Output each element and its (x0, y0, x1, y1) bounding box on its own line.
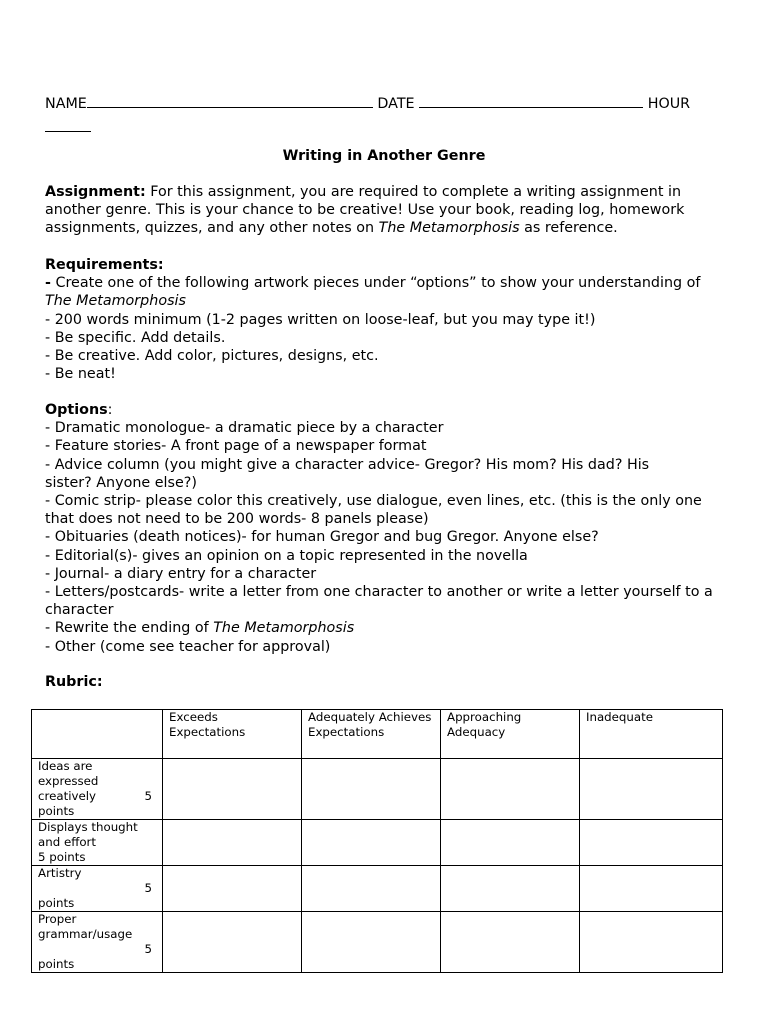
criterion-text: Ideas are expressed creatively (38, 759, 99, 803)
rubric-row (32, 759, 723, 820)
option-item: - Journal- a diary entry for a character (45, 565, 317, 582)
page-title: Writing in Another Genre (282, 148, 486, 164)
rubric-criterion-cell (32, 820, 163, 866)
criterion-text: Artistry (38, 866, 82, 880)
option-item: - Other (come see teacher for approval) (45, 638, 331, 655)
rubric-column-header: Adequately Achieves Expectations (302, 710, 441, 759)
rubric-score-cell[interactable] (441, 820, 580, 866)
requirements-section (45, 256, 725, 383)
options-section (45, 401, 725, 656)
rubric-score-cell[interactable] (163, 912, 302, 973)
rubric-score-cell[interactable] (441, 866, 580, 912)
option-item: - Obituaries (death notices)- for human Gregor and bug Gregor. Anyone else? (45, 529, 599, 546)
option-item (45, 619, 725, 637)
criterion-points: 5 (144, 942, 152, 956)
rubric-column-header: Approaching Adequacy (441, 710, 580, 759)
option-item: - Advice column (you might give a character advice- Gregor? His mom? His dad? His sister? Anyone else?) (45, 456, 650, 491)
rubric-score-cell[interactable] (580, 912, 723, 973)
assignment-text-a: For this assignment, you are required to complete a writing assignment in another genre. This is your chance to be creative! Use your book, reading log, homework assignments, quizzes, and any other notes on (45, 184, 685, 237)
rubric-score-cell[interactable] (163, 866, 302, 912)
rubric-score-cell[interactable] (302, 912, 441, 973)
rubric-column-header: Inadequate (580, 710, 723, 759)
rubric-score-cell[interactable] (580, 866, 723, 912)
requirement-item: - Be creative. Add color, pictures, designs, etc. (45, 348, 379, 365)
rubric-score-cell[interactable] (302, 820, 441, 866)
rubric-score-cell[interactable] (441, 912, 580, 973)
rubric-row (32, 912, 723, 973)
rubric-score-cell[interactable] (441, 759, 580, 820)
requirements-label: Requirements: (45, 257, 164, 273)
rewrite-prefix: - Rewrite the ending of (45, 620, 214, 637)
option-item: - Editorial(s)- gives an opinion on a topic represented in the novella (45, 547, 528, 564)
rubric-table (31, 709, 723, 973)
rubric-score-cell[interactable] (163, 759, 302, 820)
criterion-text: Displays thought and effort (38, 820, 138, 849)
option-item: - Letters/postcards- write a letter from one character to another or write a letter yourself to a character (45, 584, 713, 619)
hour-blank[interactable] (45, 117, 91, 132)
rewrite-book-title: The Metamorphosis (213, 620, 355, 637)
requirement-book-title: The Metamorphosis (45, 293, 186, 310)
criterion-points-unit: points (38, 804, 75, 818)
requirement-item (45, 274, 725, 310)
rubric-header-row (32, 710, 723, 759)
assignment-text-b: as reference. (519, 220, 618, 237)
options-colon: : (107, 402, 113, 418)
name-label: NAME (45, 96, 87, 112)
rubric-score-cell[interactable] (302, 866, 441, 912)
requirement-item: - Be specific. Add details. (45, 329, 226, 346)
criterion-text: Proper grammar/usage (38, 912, 133, 941)
rubric-score-cell[interactable] (302, 759, 441, 820)
rubric-score-cell[interactable] (580, 759, 723, 820)
criterion-points: 5 (144, 881, 152, 895)
assignment-book-title: The Metamorphosis (378, 220, 520, 237)
rubric-column-header: Exceeds Expectations (163, 710, 302, 759)
rubric-score-cell[interactable] (580, 820, 723, 866)
rubric-score-cell[interactable] (163, 820, 302, 866)
requirement-item-1-text: Create one of the following artwork pieces under “options” to show your understanding of (50, 275, 701, 292)
rubric-label: Rubric: (45, 674, 103, 690)
rubric-row (32, 866, 723, 912)
criterion-points: 5 points (38, 850, 86, 864)
date-blank[interactable] (419, 93, 643, 108)
rubric-row (32, 820, 723, 866)
requirement-item: - Be neat! (45, 366, 116, 383)
student-info-line (45, 93, 725, 137)
criterion-points: 5 (144, 789, 152, 803)
option-item: - Feature stories- A front page of a newspaper format (45, 438, 427, 455)
assignment-label: Assignment: (45, 184, 146, 200)
assignment-paragraph (45, 183, 725, 238)
option-item: - Comic strip- please color this creatively, use dialogue, even lines, etc. (this is the only one that does not need to be 200 words- 8 panels please) (45, 493, 702, 528)
rubric-criterion-cell (32, 912, 163, 973)
hour-label: HOUR (647, 96, 691, 112)
date-label: DATE (377, 96, 415, 112)
criterion-points-unit: points (38, 896, 75, 910)
option-item: - Dramatic monologue- a dramatic piece by a character (45, 420, 444, 437)
requirement-dash: - (45, 275, 51, 292)
rubric-criterion-cell (32, 759, 163, 820)
rubric-criterion-cell (32, 866, 163, 912)
criterion-points-unit: points (38, 957, 75, 971)
rubric-corner-cell (32, 710, 163, 759)
name-blank[interactable] (87, 93, 373, 108)
options-label: Options (45, 402, 108, 418)
requirement-item: - 200 words minimum (1-2 pages written on loose-leaf, but you may type it!) (45, 311, 596, 328)
